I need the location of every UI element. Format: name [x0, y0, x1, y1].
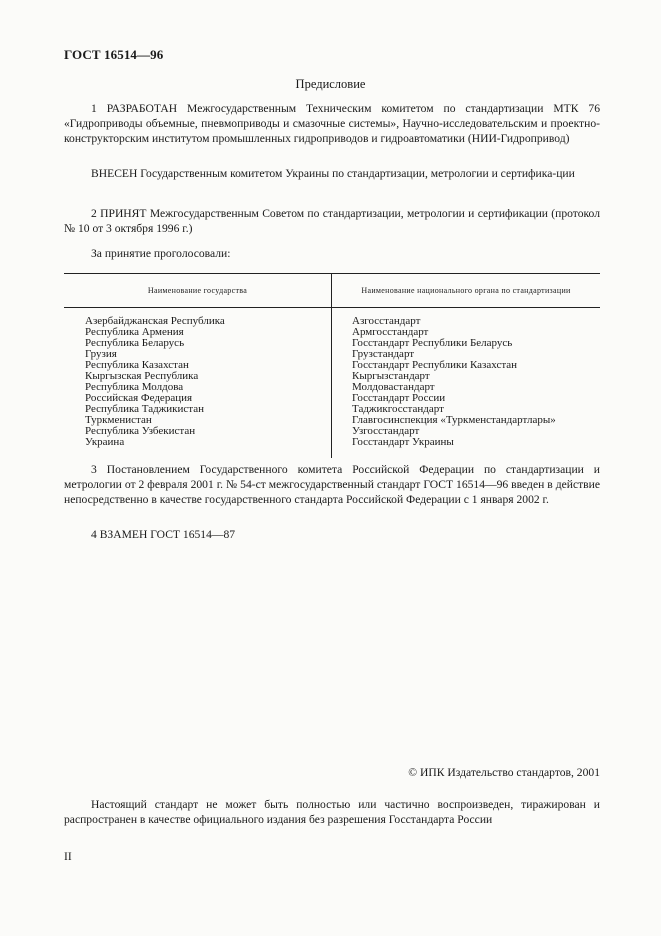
state-name: Кыргызская Республика — [85, 370, 199, 382]
standards-body-name: Кыргызстандарт — [352, 370, 430, 382]
standards-body-name: Узгосстандарт — [352, 425, 420, 437]
page-number: II — [64, 850, 72, 863]
standards-body-name: Грузстандарт — [352, 348, 415, 360]
standards-body-name: Госстандарт Республики Казахстан — [352, 359, 518, 371]
state-name: Азербайджанская Республика — [85, 315, 225, 327]
state-name: Российская Федерация — [85, 392, 193, 404]
state-name: Грузия — [85, 348, 117, 360]
standards-body-name: Армгосстандарт — [352, 326, 429, 338]
standards-body-name: Госстандарт России — [352, 392, 446, 404]
header-standards-body: Наименование национального органа по стандартизации — [332, 274, 601, 308]
paragraph-replaces: 4 ВЗАМЕН ГОСТ 16514—87 — [91, 528, 236, 541]
paragraph-adopted: 2 ПРИНЯТ Межгосударственным Советом по стандартизации, метрологии и сертификации (протокол № 10 от 3 октября 1996 г.) — [64, 207, 600, 235]
copyright-line: © ИПК Издательство стандартов, 2001 — [408, 766, 600, 779]
header-state: Наименование государства — [64, 274, 332, 308]
paragraph-resolution: 3 Постановлением Государственного комитета Российской Федерации по стандартизации и метрологии от 2 февраля 2001 г. № 54-ст межгосударственный стандарт ГОСТ 16514—96 введен в действие непосредственно в качестве государственного стандарта Российской Федерации с 1 января 2002 г. — [64, 463, 600, 506]
state-name: Туркменистан — [85, 414, 152, 426]
state-name: Республика Таджикистан — [85, 403, 204, 415]
reproduction-notice: Настоящий стандарт не может быть полностью или частично воспроизведен, тиражирован и распространен в качестве официального издания без разрешения Госстандарта России — [64, 798, 600, 826]
state-name: Республика Молдова — [85, 381, 184, 393]
paragraph-introduced: ВНЕСЕН Государственным комитетом Украины по стандартизации, метрологии и сертифика-ции — [91, 167, 575, 180]
standards-body-name: Молдовастандарт — [352, 381, 435, 393]
standards-body-name: Госстандарт Республики Беларусь — [352, 337, 513, 349]
state-name: Республика Казахстан — [85, 359, 189, 371]
state-name: Республика Армения — [85, 326, 184, 338]
vote-label: За принятие проголосовали: — [91, 247, 231, 260]
paragraph-developed: 1 РАЗРАБОТАН Межгосударственным Техническим комитетом по стандартизации МТК 76 «Гидроприводы объемные, пневмоприводы и смазочные системы», Научно-исследовательским и проектно-конструкторским институтом промышленных гидроприводов и гидроавтоматики (НИИ-Гидропривод) — [64, 102, 600, 145]
state-name: Республика Узбекистан — [85, 425, 196, 437]
states-column — [64, 308, 332, 459]
standards-body-name: Таджикгосстандарт — [352, 403, 444, 415]
standards-body-name: Госстандарт Украины — [352, 436, 454, 448]
bodies-column — [332, 308, 601, 459]
preface-heading: Предисловие — [295, 77, 366, 91]
document-code: ГОСТ 16514—96 — [64, 47, 164, 62]
voting-table — [64, 273, 600, 458]
state-name: Республика Беларусь — [85, 337, 185, 349]
standards-body-name: Главгосинспекция «Туркменстандартлары» — [352, 414, 556, 426]
standards-body-name: Азгосстандарт — [352, 315, 421, 327]
state-name: Украина — [85, 436, 125, 448]
